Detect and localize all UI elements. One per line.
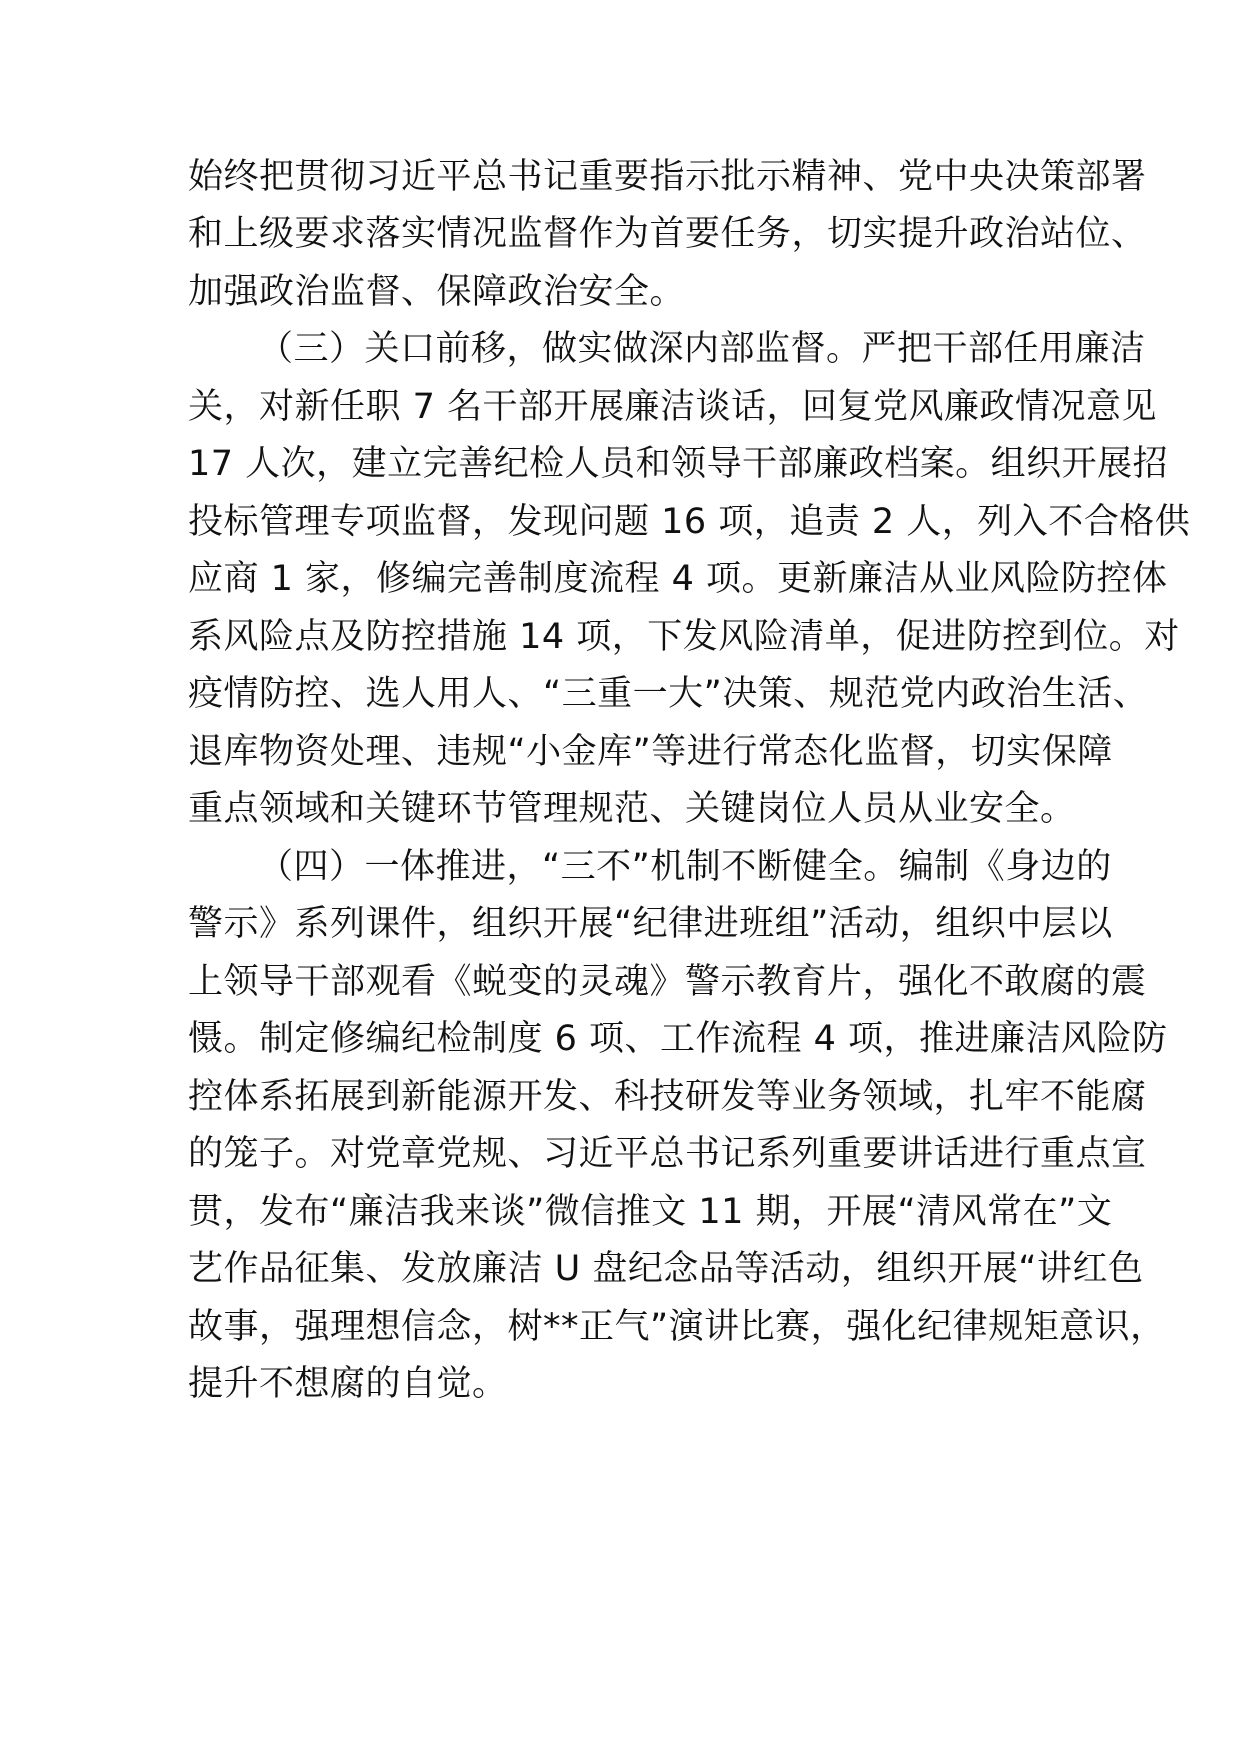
text-line: 始终把贯彻习近平总书记重要指示批示精神、党中央决策部署	[188, 157, 1147, 197]
text-line: 重点领域和关键环节管理规范、关键岗位人员从业安全。	[188, 789, 1076, 829]
text-line: 关，对新任职 7 名干部开展廉洁谈话，回复党风廉政情况意见	[188, 387, 1158, 427]
text-line: 投标管理专项监督，发现问题 16 项，追责 2 人，列入不合格供	[188, 502, 1191, 542]
text-line: （三）关口前移，做实做深内部监督。严把干部任用廉洁	[258, 329, 1146, 369]
text-line: 控体系拓展到新能源开发、科技研发等业务领域，扎牢不能腐	[188, 1077, 1147, 1117]
text-line: 应商 1 家，修编完善制度流程 4 项。更新廉洁从业风险防控体	[188, 559, 1168, 599]
text-line: 退库物资处理、违规“小金库”等进行常态化监督，切实保障	[188, 732, 1113, 772]
text-line: 慑。制定修编纪检制度 6 项、工作流程 4 项，推进廉洁风险防	[188, 1019, 1168, 1059]
text-line: 贯，发布“廉洁我来谈”微信推文 11 期，开展“清风常在”文	[188, 1192, 1113, 1232]
text-line: 系风险点及防控措施 14 项，下发风险清单，促进防控到位。对	[188, 617, 1180, 657]
text-line: 疫情防控、选人用人、“三重一大”决策、规范党内政治生活、	[188, 674, 1149, 714]
text-line: 和上级要求落实情况监督作为首要任务，切实提升政治站位、	[188, 214, 1147, 254]
text-line: 17 人次，建立完善纪检人员和领导干部廉政档案。组织开展招	[188, 444, 1169, 484]
text-line: （四）一体推进，“三不”机制不断健全。编制《身边的	[258, 847, 1112, 887]
text-line: 上领导干部观看《蜕变的灵魂》警示教育片，强化不敢腐的震	[188, 962, 1147, 1002]
text-line: 提升不想腐的自觉。	[188, 1364, 508, 1404]
text-line: 警示》系列课件，组织开展“纪律进班组”活动，组织中层以	[188, 904, 1113, 944]
text-line: 艺作品征集、发放廉洁 U 盘纪念品等活动，组织开展“讲红色	[188, 1249, 1144, 1289]
text-line: 加强政治监督、保障政治安全。	[188, 272, 686, 312]
text-line: 故事，强理想信念，树**正气”演讲比赛，强化纪律规矩意识，	[188, 1307, 1166, 1347]
text-line: 的笼子。对党章党规、习近平总书记系列重要讲话进行重点宣	[188, 1134, 1147, 1174]
